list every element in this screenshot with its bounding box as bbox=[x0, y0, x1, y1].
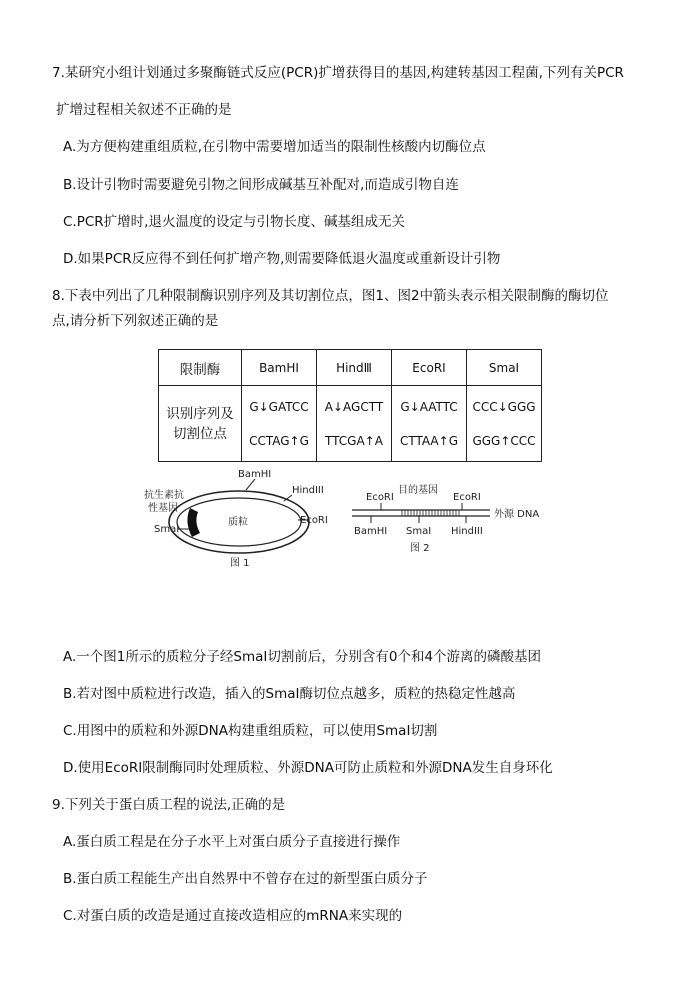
sequence-bottom: CCTAG↑G bbox=[249, 433, 309, 448]
q7-option-c: C.PCR扩增时,退火温度的设定与引物长度、碱基组成无关 bbox=[63, 214, 405, 230]
fig1-ecori-label: EcoRI bbox=[300, 515, 328, 526]
q8-option-a: A.一个图1所示的质粒分子经SmaⅠ切割前后，分别含有0个和4个游离的磷酸基团 bbox=[63, 649, 542, 665]
sequence-cell-ecori bbox=[392, 386, 467, 462]
fig2-bamhi-label: BamHI bbox=[354, 526, 388, 537]
fig2-ecori-left-label: EcoRI bbox=[366, 492, 394, 503]
fig2-hindiii-label: HindIII bbox=[451, 526, 483, 537]
fig1-resistance-label-line2: 性基因 bbox=[148, 503, 178, 514]
table-row-label bbox=[159, 386, 242, 462]
sequence-bottom: TTCGA↑A bbox=[325, 433, 383, 448]
q9-stem: 9.下列关于蛋白质工程的说法,正确的是 bbox=[52, 797, 286, 813]
restriction-enzyme-table bbox=[158, 349, 542, 462]
q8-option-c: C.用图中的质粒和外源DNA构建重组质粒，可以使用SmaⅠ切割 bbox=[63, 723, 438, 739]
fig1-bamhi-label: BamHI bbox=[238, 469, 272, 480]
q7-stem-line2: 扩增过程相关叙述不正确的是 bbox=[56, 102, 232, 118]
fig2-ecori-right-label: EcoRI bbox=[453, 492, 481, 503]
sequence-cell-smai bbox=[467, 386, 542, 462]
sequence-top: A↓AGCTT bbox=[324, 399, 384, 414]
q7-stem-line1: 7.某研究小组计划通过多聚酶链式反应(PCR)扩增获得目的基因,构建转基因工程菌,下列有关PCR bbox=[52, 65, 624, 81]
q9-option-a: A.蛋白质工程是在分子水平上对蛋白质分子直接进行操作 bbox=[63, 834, 401, 850]
q7-option-d: D.如果PCR反应得不到任何扩增产物,则需要降低退火温度或重新设计引物 bbox=[63, 251, 501, 267]
q9-option-c: C.对蛋白质的改造是通过直接改造相应的mRNA来实现的 bbox=[63, 908, 403, 924]
q8-option-d: D.使用EcoRI限制酶同时处理质粒、外源DNA可防止质粒和外源DNA发生自身环化 bbox=[63, 760, 553, 776]
q9-option-b: B.蛋白质工程能生产出自然界中不曾存在过的新型蛋白质分子 bbox=[63, 871, 428, 887]
sequence-bottom: GGG↑CCC bbox=[472, 433, 536, 448]
q7-option-a: A.为方便构建重组质粒,在引物中需要增加适当的限制性核酸内切酶位点 bbox=[63, 139, 486, 155]
fig1-caption: 图 1 bbox=[230, 558, 250, 569]
sequence-top: G↓GATCC bbox=[249, 399, 309, 414]
sequence-top: CCC↓GGG bbox=[472, 399, 536, 414]
enzyme-name-ecori: EcoRⅠ bbox=[392, 350, 467, 386]
q8-stem-line1: 8.下表中列出了几种限制酶识别序列及其切割位点，图1、图2中箭头表示相关限制酶的酶切位 bbox=[52, 288, 609, 304]
fig1-hindiii-label: HindIII bbox=[292, 485, 324, 496]
fig1-smai-label: SmaI bbox=[154, 524, 180, 535]
sequence-bottom: CTTAA↑G bbox=[399, 433, 458, 448]
plasmid-and-dna-figure bbox=[140, 465, 580, 575]
fig2-target-gene-label: 目的基因 bbox=[398, 485, 438, 496]
sequence-cell-bamhi bbox=[242, 386, 317, 462]
fig1-bamhi-pointer bbox=[246, 479, 255, 490]
table-header-label: 限制酶 bbox=[159, 350, 242, 386]
row-label-line1: 识别序列及 bbox=[166, 405, 234, 422]
enzyme-name-hindiii: HindⅢ bbox=[317, 350, 392, 386]
q8-stem-line2: 点,请分析下列叙述正确的是 bbox=[52, 313, 219, 329]
row-label-line2: 切割位点 bbox=[173, 425, 227, 442]
fig2-caption: 图 2 bbox=[410, 543, 430, 554]
q8-option-b: B.若对图中质粒进行改造，插入的SmaⅠ酶切位点越多，质粒的热稳定性越高 bbox=[63, 686, 516, 702]
resistance-gene-segment bbox=[187, 508, 200, 537]
target-gene-hatch bbox=[402, 510, 459, 516]
fig1-resistance-label-line1: 抗生素抗 bbox=[144, 490, 184, 501]
fig1-plasmid-label: 质粒 bbox=[228, 517, 248, 528]
q7-option-b: B.设计引物时需要避免引物之间形成碱基互补配对,而造成引物自连 bbox=[63, 177, 459, 193]
sequence-top: G↓AATTC bbox=[400, 399, 458, 414]
enzyme-name-bamhi: BamHⅠ bbox=[242, 350, 317, 386]
fig2-smai-label: SmaI bbox=[406, 526, 432, 537]
enzyme-name-smai: SmaⅠ bbox=[467, 350, 542, 386]
fig2-foreign-dna-label: 外源 DNA bbox=[494, 509, 540, 520]
sequence-cell-hindiii bbox=[317, 386, 392, 462]
